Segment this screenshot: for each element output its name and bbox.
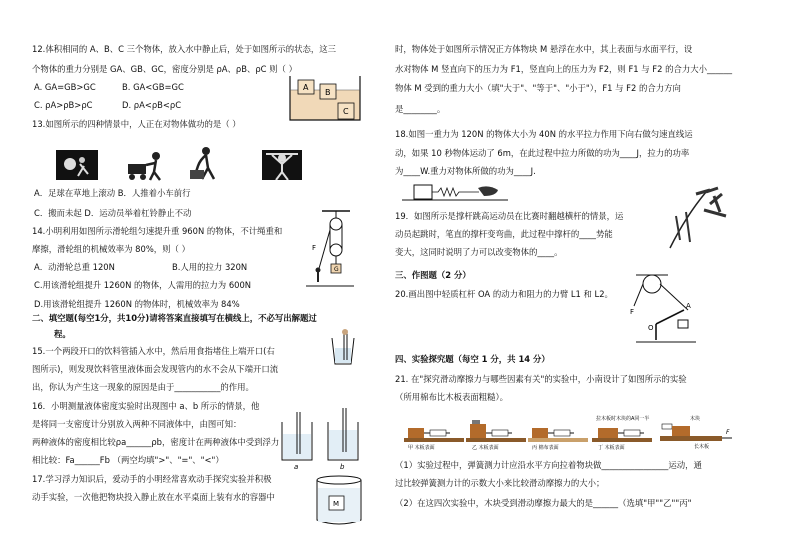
svg-text:b: b xyxy=(340,463,345,470)
svg-text:丁 木板表面: 丁 木板表面 xyxy=(598,445,625,450)
q12-line2: 个物体的重力分别是 GA、GB、GC，密度分别是 ρA、ρB、ρC 则（ ） xyxy=(32,64,297,74)
setup-2 xyxy=(466,420,526,450)
q14-option-c: C.用该滑轮组提升 1260N 的物体，人需用的拉力为 600N xyxy=(34,280,252,290)
q17-line2: 动手实验，一次他把物块投入静止放在水平桌面上装有水的容器中 xyxy=(32,492,275,502)
svg-text:F: F xyxy=(312,244,317,252)
q17-cube-container-figure xyxy=(314,474,364,528)
q17-cont-line3: 物体 M 受到的重力大小（填"大于"、"等于"、"小于"），F1 与 F2 的合力方向 xyxy=(395,83,681,93)
q15-line2: 图所示)，则发现饮料管里液体面会发现管内的水不会从下端开口流 xyxy=(32,364,279,374)
q12-option-a: A. GA=GB>GC xyxy=(34,82,96,92)
q18-line3: 为____W.重力对物体所做的功为____J. xyxy=(395,166,536,176)
q21-part2-line1: （2）在这四次实验中，木块受到滑动摩擦力最大的是______（选填"甲""乙""丙" xyxy=(395,498,692,508)
q14-option-d: D.用该滑轮组提升 1260N 的物体时，机械效率为 84% xyxy=(34,299,240,309)
svg-text:丙 棉布表面: 丙 棉布表面 xyxy=(532,445,559,450)
q16-line4: 相比较：Fa______Fb （两空均填">"、"="、"<"） xyxy=(32,455,224,465)
q21-part1-line1: （1）实验过程中，弹簧测力计应沿水平方向拉着物块做________________运动，通 xyxy=(395,460,702,470)
svg-text:a: a xyxy=(294,463,299,470)
q18-line1: 18.如图一重力为 120N 的物体大小为 40N 的水平拉力作用下向右做匀速直线运 xyxy=(395,129,693,139)
svg-text:M: M xyxy=(333,500,340,508)
q21-experiment-figures xyxy=(404,414,734,450)
svg-text:G: G xyxy=(334,266,339,273)
q19-line1: 19．如图所示是撑杆跳高运动员在比赛时翻越横杆的情景，运 xyxy=(395,211,624,221)
setup-3 xyxy=(528,428,588,450)
q13-line1: 13.如图所示的四种情景中，人正在对物体做功的是（ ） xyxy=(32,119,241,129)
svg-text:F: F xyxy=(630,308,635,316)
q16-line2: 是将同一支密度计分别放入两种不同液体中，由图可知： xyxy=(32,419,242,429)
svg-text:B: B xyxy=(325,88,331,97)
q12-option-b: B. GA<GB=GC xyxy=(122,82,184,92)
svg-text:乙 木板表面: 乙 木板表面 xyxy=(472,445,499,450)
q16-line1: 16．小明测量液体密度实验时出现图中 a、b 所示的情景，他 xyxy=(32,401,260,411)
q20-lever-figure xyxy=(626,272,708,350)
svg-text:A: A xyxy=(686,302,691,310)
q14-pulley-figure xyxy=(306,210,354,290)
q17-cont-line4: 是________。 xyxy=(395,104,446,114)
q15-line1: 15.一个两段开口的饮料管插入水中，然后用食指堵住上端开口(右 xyxy=(32,346,275,356)
q21-part1-line2: 过比较弹簧测力计的示数大小来比较滑动摩擦力的大小； xyxy=(395,478,605,488)
svg-text:A: A xyxy=(303,83,309,92)
q19-pole-vault-image xyxy=(666,186,732,250)
q14-option-a: A．动滑轮总重 120N xyxy=(34,262,115,272)
q16-density-meter-figure xyxy=(278,408,362,470)
svg-text:C: C xyxy=(343,107,349,116)
q18-pull-figure xyxy=(400,182,510,202)
q17-cont-line1: 时，物体处于如图所示情况正方体物块 M 悬浮在水中，其上表面与水面平行，设 xyxy=(395,44,693,54)
setup-5 xyxy=(660,415,732,450)
q18-line2: 动，如果 10 秒物体运动了 6m，在此过程中拉力所做的功为____J，拉力的功率 xyxy=(395,148,690,158)
section3-heading: 三、作图题（2 分） xyxy=(395,270,471,280)
q14-option-b: B.人用的拉力 320N xyxy=(172,262,248,272)
svg-text:长木板: 长木板 xyxy=(694,444,710,450)
q13-scene-football-image xyxy=(56,150,98,180)
q19-line2: 动员起跳时，笔直的撑杆变弯曲，此过程中撑杆的____势能 xyxy=(395,229,613,239)
section2-heading: 二、填空题(每空1分，共10分)请将答案直接填写在横线上，不必写出解题过 xyxy=(32,313,317,323)
q13-scene-lifting-image xyxy=(184,146,228,180)
q12-option-c: C. ρA>ρB>ρC xyxy=(34,100,93,110)
q13-scene-push-cart-image xyxy=(124,150,168,182)
svg-text:O: O xyxy=(648,324,654,332)
q12-line1: 12.体积相同的 A、B、C 三个物体，放入水中静止后，处于如图所示的状态，这三 xyxy=(32,44,336,54)
setup-1 xyxy=(404,428,464,450)
q17-cont-line2: 水对物体 M 竖直向下的压力为 F1，竖直向上的压力为 F2，则 F1 与 F2 的合力大小______ xyxy=(395,64,733,74)
svg-text:木块: 木块 xyxy=(690,416,701,422)
svg-text:甲 木板表面: 甲 木板表面 xyxy=(408,445,435,450)
q20-text: 20.画出图中轻质杠杆 OA 的动力和阻力的力臂 L1 和 L2。 xyxy=(395,289,613,299)
svg-text:拉木板时木块的A同一半: 拉木板时木块的A同一半 xyxy=(596,416,650,422)
section2-heading-cont: 程。 xyxy=(54,329,71,339)
q15-line3: 出，你认为产生这一现象的原因是由于___________的作用。 xyxy=(32,382,254,392)
q21-line2: （所用棉布比木板表面粗糙）。 xyxy=(395,392,509,402)
q19-line3: 变大，这同时说明了力可以改变物体的____。 xyxy=(395,247,563,257)
svg-text:F: F xyxy=(726,429,730,436)
q15-drinking-straw-figure xyxy=(328,328,358,366)
q16-line3: 两种液体的密度相比较ρa______ρb，密度计在两种液体中受到浮力 xyxy=(32,437,280,447)
section4-heading: 四、实验探究题（每空 1 分，共 14 分） xyxy=(395,354,550,364)
q13-scene-weightlifter-image xyxy=(262,150,302,180)
q13-options-cd: C．搬而未起 D．运动员举着杠铃静止不动 xyxy=(34,208,192,218)
q12-tank-figure xyxy=(288,76,362,122)
q14-line2: 摩擦，滑轮组的机械效率为 80%，则（ ） xyxy=(32,244,190,254)
q12-option-d: D. ρA<ρB<ρC xyxy=(122,100,182,110)
q17-line1: 17.学习浮力知识后，爱动手的小明经常喜欢动手探究实验并积极 xyxy=(32,474,272,484)
setup-4 xyxy=(592,415,652,450)
q13-options-ab: A．足球在草地上滚动 B．人推着小车前行 xyxy=(34,188,191,198)
q14-line1: 14.小明利用如图所示滑轮组匀速提升重 960N 的物体，不计绳重和 xyxy=(32,226,283,236)
q21-line1: 21. 在"探究滑动摩擦力与哪些因素有关"的实验中，小南设计了如图所示的实验 xyxy=(395,374,687,384)
